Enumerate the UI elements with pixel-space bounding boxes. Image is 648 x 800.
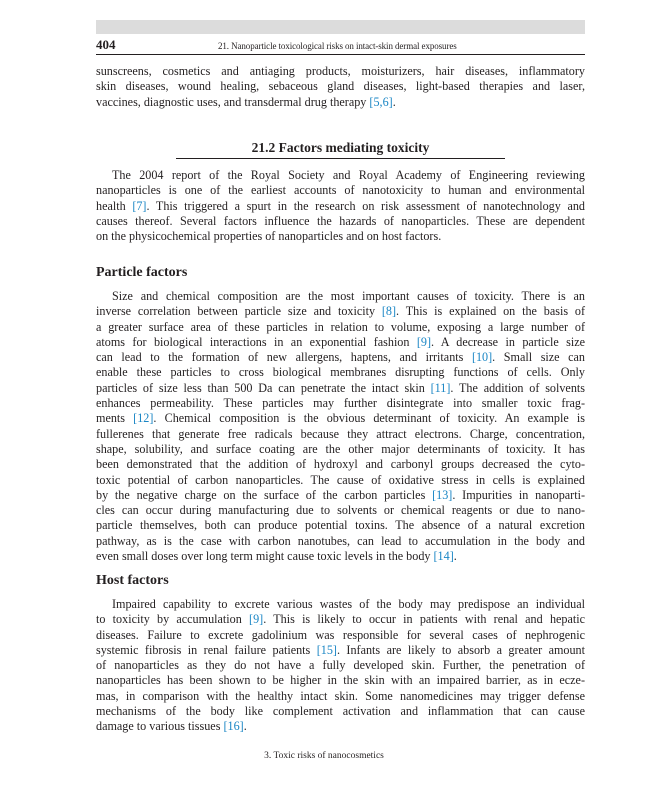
citation-link[interactable]: [9]	[249, 612, 264, 627]
text-line: nanoparticles is one of the earliest accounts of nanotoxicity to human and environmental	[96, 183, 585, 198]
text-line: sunscreens, cosmetics and antiaging products, moisturizers, hair diseases, inflammatory	[96, 64, 585, 78]
text-line: nanoparticles has been shown to be higher in the skin with an impaired barrier, as in ecze-	[96, 673, 585, 688]
text-line: enable these particles to cross biological membranes disrupting functions of cells. Only	[96, 365, 585, 380]
text-line: skin diseases, wound healing, sebaceous gland diseases, light-based therapies and laser,	[96, 79, 585, 94]
text-line: toxic potential of carbon nanoparticles. The cause of oxidative stress in cells is explained	[96, 472, 585, 487]
intro-paragraph	[96, 64, 585, 110]
citation-link[interactable]: [14]	[433, 549, 454, 564]
citation-link[interactable]: [10]	[471, 350, 493, 365]
text-line: vaccines, diagnostic uses, and transdermal drug therapy [5,6].	[96, 94, 396, 109]
text-line: diseases. Failure to excrete gadolinium was responsible for several cases of nephrogenic	[96, 627, 585, 642]
text-line: damage to various tissues [16].	[96, 719, 247, 734]
header-bar	[96, 20, 585, 34]
citation-link[interactable]: [8]	[381, 304, 397, 319]
text-line: systemic fibrosis in renal failure patients [15]. Infants are likely to absorb a greater amount	[96, 642, 585, 657]
citation-link[interactable]: [16]	[223, 719, 244, 734]
text-line: mechanisms of the body like complement activation and inflammation that can cause	[96, 704, 585, 719]
page-footer: 3. Toxic risks of nanocosmetics	[264, 751, 384, 761]
text-line: Size and chemical composition are the most important causes of toxicity. There is an	[112, 289, 585, 303]
text-line: on the physicochemical properties of nanoparticles and on host factors.	[96, 229, 442, 244]
citation-link[interactable]: [7]	[132, 198, 147, 213]
section-paragraph	[96, 168, 585, 244]
citation-link[interactable]: [5,6]	[369, 94, 393, 109]
section-title: 21.2 Factors mediating toxicity	[251, 140, 430, 155]
text-line: been demonstrated that the addition of hydroxyl and carbonyl groups decreased the cyto-	[96, 457, 585, 472]
text-line: shape, solubility, and surface coating are the other major determinants of toxicity. It has	[96, 441, 585, 456]
text-line: particle themselves, both can produce potential toxins. The absence of a natural excretion	[96, 518, 585, 533]
page-number: 404	[96, 37, 116, 52]
header-rule	[96, 54, 585, 55]
text-line: health [7]. This triggered a spurt in the research on risk assessment of nanotechnology and	[96, 198, 585, 213]
particle-factors-paragraph	[96, 289, 585, 564]
text-line: enhances permeability. These particles may further disintegrate into smaller toxic frag-	[96, 396, 585, 411]
text-line: The 2004 report of the Royal Society and Royal Academy of Engineering reviewing	[112, 168, 585, 182]
text-line: a greater surface area of these particles in relation to volume, exposing a large number of	[96, 319, 585, 334]
text-line: by the negative charge on the surface of the carbon particles [13]. Impurities in nanoparti-	[96, 487, 585, 502]
running-head: 21. Nanoparticle toxicological risks on intact-skin dermal exposures	[218, 41, 457, 51]
citation-link[interactable]: [13]	[432, 487, 453, 502]
citation-link[interactable]: [11]	[430, 380, 451, 395]
text-line: particles of size less than 500 Da can penetrate the intact skin [11]. The addition of solvents	[96, 380, 585, 395]
host-factors-heading: Host factors	[96, 573, 169, 588]
text-line: can lead to the formation of new allergens, haptens, and irritants [10]. Small size can	[96, 350, 585, 365]
text-line: pathway, as is the case with carbon nanotubes, can lead to accumulation in the body and	[96, 533, 585, 548]
citation-link[interactable]: [15]	[316, 642, 337, 657]
citation-link[interactable]: [12]	[133, 411, 154, 426]
text-line: of nanoparticles as they do not have a fully developed skin. Further, the penetration of	[96, 658, 585, 673]
text-line: causes thereof. Several factors influence the hazards of nanoparticles. These are dependent	[96, 213, 585, 228]
particle-factors-heading: Particle factors	[96, 265, 188, 280]
host-factors-paragraph	[96, 597, 585, 735]
text-line: atoms for biological interactions in an exponential fashion [9]. A decrease in particle size	[96, 334, 585, 349]
text-line: Impaired capability to excrete various wastes of the body may predispose an individual	[112, 597, 585, 611]
text-line: fullerenes that generate free radicals because they attract electrons. Charge, concentration,	[96, 426, 585, 441]
text-line: even small doses over long term might cause toxic levels in the body [14].	[96, 549, 457, 564]
text-line: mas, in comparison with the healthy intact skin. Some nanomedicines may trigger defense	[96, 688, 585, 703]
text-line: to toxicity by accumulation [9]. This is likely to occur in patients with renal and hepatic	[96, 612, 585, 627]
text-line: inverse correlation between particle size and toxicity [8]. This is explained on the basis of	[96, 304, 585, 319]
citation-link[interactable]: [9]	[416, 334, 432, 349]
section-rule	[176, 158, 505, 159]
text-line: cles can occur during manufacturing due to solvents or chemical reagents or due to nano-	[96, 503, 585, 518]
text-line: ments [12]. Chemical composition is the obvious determinant of toxicity. An example is	[96, 411, 585, 426]
